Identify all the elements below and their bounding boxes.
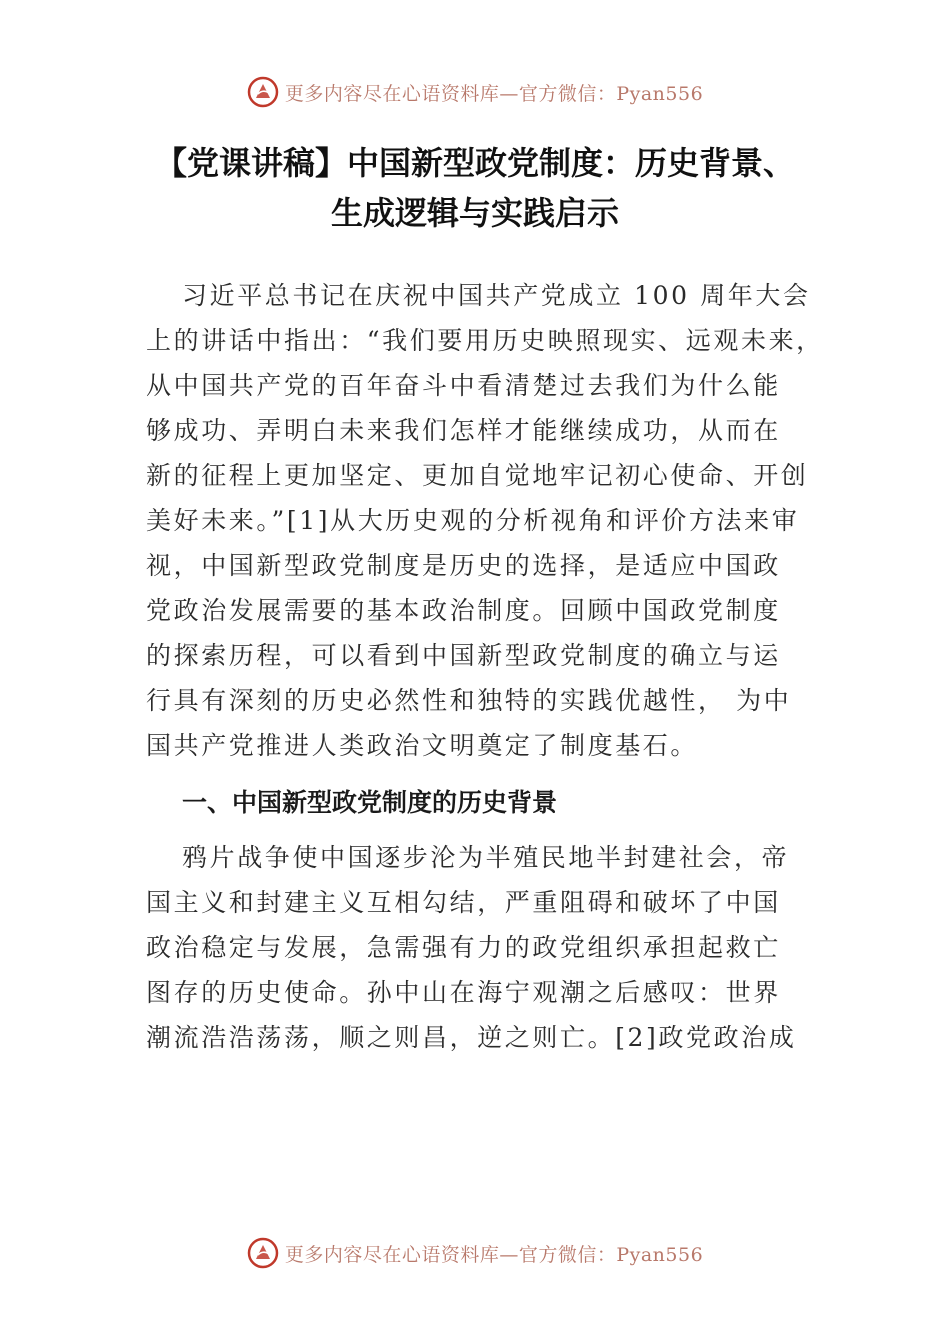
- header-banner: [0, 72, 950, 112]
- paragraph-intro: [146, 273, 822, 768]
- title-line-2: 生成逻辑与实践启示: [330, 194, 619, 232]
- paragraph-history: [146, 835, 822, 1060]
- text-line: 行具有深刻的历史必然性和独特的实践优越性， 为中: [146, 686, 792, 715]
- title-line-1: 【党课讲稿】中国新型政党制度：历史背景、: [154, 144, 795, 182]
- red-seal-logo-icon: [247, 1237, 279, 1269]
- text-line: 潮流浩浩荡荡，顺之则昌，逆之则亡。[2]政党政治成: [146, 1023, 797, 1052]
- text-line: 视，中国新型政党制度是历史的选择，是适应中国政: [146, 551, 781, 580]
- text-line: 鸦片战争使中国逐步沦为半殖民地半封建社会，帝: [182, 843, 790, 872]
- text-line: 国共产党推进人类政治文明奠定了制度基石。: [146, 731, 699, 760]
- red-seal-logo-icon: [247, 76, 279, 108]
- text-line: 新的征程上更加坚定、更加自觉地牢记初心使命、开创: [146, 461, 809, 490]
- text-line: 习近平总书记在庆祝中国共产党成立 100 周年大会: [182, 281, 811, 310]
- footer-banner: [0, 1233, 950, 1273]
- text-line: 从中国共产党的百年奋斗中看清楚过去我们为什么能: [146, 371, 781, 400]
- section-heading: 一、中国新型政党制度的历史背景: [182, 788, 558, 817]
- text-line: 国主义和封建主义互相勾结，严重阻碍和破坏了中国: [146, 888, 781, 917]
- text-line: 美好未来。”[1]从大历史观的分析视角和评价方法来审: [146, 506, 800, 535]
- footer-banner-text: 更多内容尽在心语资料库—官方微信：Pyan556: [284, 1243, 704, 1266]
- text-line: 的探索历程，可以看到中国新型政党制度的确立与运: [146, 641, 781, 670]
- header-banner-text: 更多内容尽在心语资料库—官方微信：Pyan556: [284, 82, 704, 105]
- text-line: 图存的历史使命。孙中山在海宁观潮之后感叹：世界: [146, 978, 781, 1007]
- text-line: 够成功、弄明白未来我们怎样才能继续成功，从而在: [146, 416, 781, 445]
- text-line: 上的讲话中指出：“我们要用历史映照现实、远观未来，: [146, 326, 824, 355]
- text-line: 党政治发展需要的基本政治制度。回顾中国政党制度: [146, 596, 781, 625]
- document-title: [0, 138, 950, 238]
- text-line: 政治稳定与发展，急需强有力的政党组织承担起救亡: [146, 933, 781, 962]
